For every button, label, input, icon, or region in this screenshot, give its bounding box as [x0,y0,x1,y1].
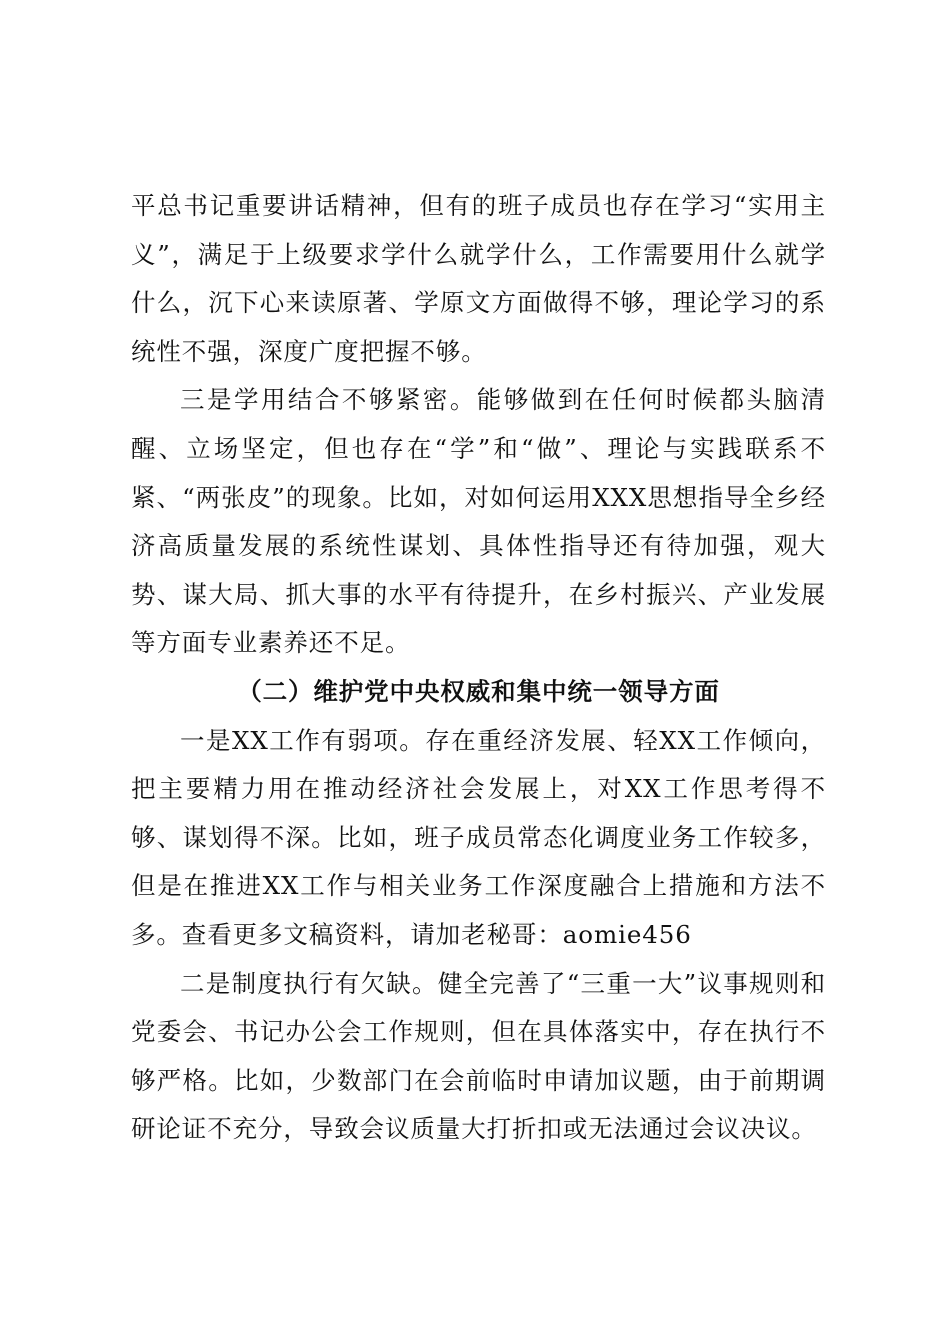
paragraph-study-application: 三是学用结合不够紧密。能够做到在任何时候都头脑清醒、立场坚定，但也存在“学”和“做”、理论与实践联系不紧、“两张皮”的现象。比如，对如何运用XXX思想指导全乡经济高质量发展的系统性谋划、具体性指导还有待加强，观大势、谋大局、抓大事的水平有待提升，在乡村振兴、产业发展等方面专业素养还不足。 [131,385,826,658]
paragraph-continuation: 平总书记重要讲话精神，但有的班子成员也存在学习“实用主义”，满足于上级要求学什么就学什么，工作需要用什么就学什么，沉下心来读原著、学原文方面做得不够，理论学习的系统性不强，深度广度把握不够。 [131,191,826,366]
paragraph-system-execution: 二是制度执行有欠缺。健全完善了“三重一大”议事规则和党委会、书记办公会工作规则，但在具体落实中，存在执行不够严格。比如，少数部门在会前临时申请加议题，由于前期调研论证不充分，导致会议质量大打折扣或无法通过会议决议。 [131,968,826,1144]
section-heading: （二）维护党中央权威和集中统一领导方面 [237,676,720,706]
document-body [131,182,826,1154]
paragraph-xx-work: 一是XX工作有弱项。存在重经济发展、轻XX工作倾向，把主要精力用在推动经济社会发展上，对XX工作思考得不够、谋划得不深。比如，班子成员常态化调度业务工作较多，但是在推进XX工作与相关业务工作深度融合上措施和方法不多。查看更多文稿资料，请加老秘哥：aomie456 [131,725,826,949]
